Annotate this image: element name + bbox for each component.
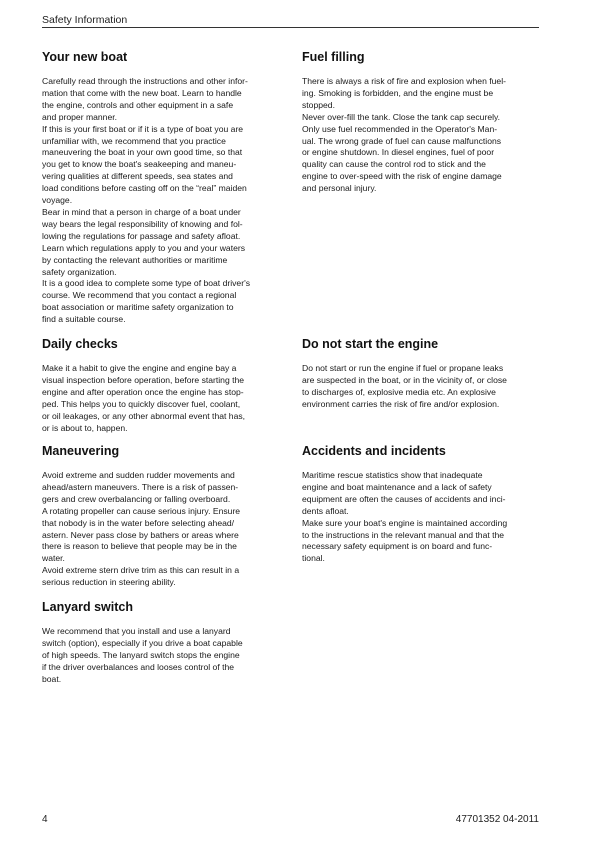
- section-accidents-incidents: [302, 444, 539, 565]
- body-line: to the instructions in the relevant manual and that the: [302, 529, 505, 540]
- body-line: you get to know the boat's seakeeping and maneu-: [42, 159, 237, 170]
- running-header: Safety Information: [42, 14, 128, 26]
- body-line: ahead/astern maneuvers. There is a risk of passen-: [42, 481, 239, 492]
- body-line: engine and boat maintenance and a lack of safety: [302, 481, 492, 492]
- body-line: way bears the legal responsibility of knowing and fol-: [42, 218, 243, 229]
- section-title: Daily checks: [42, 337, 118, 351]
- section-title: Your new boat: [42, 50, 128, 64]
- body-line: Make it a habit to give the engine and engine bay a: [42, 363, 237, 373]
- body-line: Learn which regulations apply to you and your waters: [42, 242, 246, 253]
- body-line: are suspected in the boat, or in the vicinity of, or close: [302, 374, 507, 385]
- section-body: [42, 363, 279, 434]
- body-line: or oil leakages, or any other abnormal event that has,: [42, 410, 246, 421]
- body-line: Maritime rescue statistics show that inadequate: [302, 470, 483, 480]
- section-body: [302, 76, 539, 195]
- section-body: [302, 363, 539, 411]
- body-line: safety organization.: [42, 266, 117, 277]
- body-line: maneuvering the boat in your own good time, so that: [42, 147, 243, 158]
- body-line: gers and crew overbalancing or falling overboard.: [42, 493, 231, 504]
- section-title: Do not start the engine: [302, 337, 439, 351]
- body-line: ped. This helps you to quickly discover fuel, coolant,: [42, 398, 241, 409]
- body-line: ual. The wrong grade of fuel can cause malfunctions: [302, 135, 502, 146]
- body-line: quality can cause the control rod to stick and the: [302, 159, 486, 170]
- body-line: Make sure your boat's engine is maintained according: [302, 517, 508, 528]
- body-line: tional.: [302, 553, 325, 564]
- body-line: visual inspection before operation, before starting the: [42, 374, 245, 385]
- body-line: dents afloat.: [302, 505, 349, 516]
- section-title: Lanyard switch: [42, 600, 133, 614]
- section-body: [302, 470, 539, 565]
- body-line: that nobody is in the water before selecting ahead/: [42, 517, 235, 528]
- body-line: find a suitable course.: [42, 314, 126, 325]
- section-your-new-boat: [42, 50, 279, 326]
- body-line: equipment are often the causes of accidents and inci-: [302, 493, 506, 504]
- body-line: switch (option), especially if you drive a boat capable: [42, 637, 243, 648]
- body-line: Only use fuel recommended in the Operator's Man-: [302, 123, 498, 134]
- body-line: ing. Smoking is forbidden, and the engine must be: [302, 87, 494, 98]
- body-line: We recommend that you install and use a lanyard: [42, 626, 231, 636]
- body-line: boat association or maritime safety organization to: [42, 302, 234, 313]
- body-line: Never over-fill the tank. Close the tank cap securely.: [302, 111, 501, 122]
- section-maneuvering: [42, 444, 279, 589]
- section-fuel-filling: [302, 50, 539, 195]
- header-divider: [42, 27, 539, 28]
- document-code: 47701352 04-2011: [455, 814, 539, 825]
- section-body: [42, 76, 279, 326]
- body-line: Carefully read through the instructions and other infor-: [42, 76, 248, 86]
- body-line: If this is your first boat or if it is a type of boat you are: [42, 123, 244, 134]
- section-body: [42, 470, 279, 589]
- body-line: and proper manner.: [42, 111, 118, 122]
- body-line: stopped.: [302, 99, 335, 110]
- body-line: engine to over-speed with the risk of engine damage: [302, 171, 502, 182]
- body-line: A rotating propeller can cause serious injury. Ensure: [42, 505, 241, 516]
- body-line: It is a good idea to complete some type of boat driver's: [42, 278, 251, 289]
- body-line: Bear in mind that a person in charge of a boat under: [42, 206, 241, 217]
- body-line: environment carries the risk of fire and/or explosion.: [302, 398, 500, 409]
- body-line: Do not start or run the engine if fuel or propane leaks: [302, 363, 504, 373]
- section-body: [42, 626, 279, 686]
- body-line: by contacting the relevant authorities or maritime: [42, 254, 228, 265]
- body-line: Avoid extreme stern drive trim as this can result in a: [42, 565, 240, 576]
- section-title: Fuel filling: [302, 50, 365, 64]
- body-line: the engine, controls and other equipment in a safe: [42, 99, 234, 110]
- body-line: There is always a risk of fire and explosion when fuel-: [302, 76, 506, 86]
- body-line: voyage.: [42, 195, 73, 206]
- body-line: mation that come with the new boat. Learn to handle: [42, 87, 242, 98]
- body-line: Avoid extreme and sudden rudder movements and: [42, 470, 235, 480]
- section-do-not-start-engine: [302, 337, 539, 411]
- body-line: unfamiliar with, we recommend that you practice: [42, 135, 226, 146]
- page-number: 4: [42, 814, 48, 825]
- body-line: there is reason to believe that people may be in the: [42, 541, 237, 552]
- body-line: or is about to, happen.: [42, 422, 128, 433]
- body-line: water.: [42, 553, 65, 564]
- body-line: to discharges of, explosive media etc. An explosive: [302, 386, 496, 397]
- body-line: necessary safety equipment is on board and func-: [302, 541, 493, 552]
- section-title: Accidents and incidents: [302, 444, 446, 458]
- body-line: or engine shutdown. In diesel engines, fuel of poor: [302, 147, 495, 158]
- body-line: boat.: [42, 673, 62, 684]
- body-line: load conditions before casting off on the “real” maiden: [42, 183, 247, 194]
- body-line: if the driver overbalances and looses control of the: [42, 661, 235, 672]
- body-line: and personal injury.: [302, 183, 377, 194]
- body-line: vering qualities at different speeds, sea states and: [42, 171, 233, 182]
- body-line: engine and after operation once the engine has stop-: [42, 386, 244, 397]
- section-title: Maneuvering: [42, 444, 120, 458]
- body-line: serious reduction in steering ability.: [42, 577, 176, 588]
- body-line: astern. Never pass close by bathers or areas where: [42, 529, 239, 540]
- body-line: of high speeds. The lanyard switch stops the engine: [42, 649, 240, 660]
- body-line: lowing the regulations for passage and safety afloat.: [42, 230, 241, 241]
- section-lanyard-switch: [42, 600, 279, 686]
- section-daily-checks: [42, 337, 279, 434]
- body-line: course. We recommend that you contact a regional: [42, 290, 237, 301]
